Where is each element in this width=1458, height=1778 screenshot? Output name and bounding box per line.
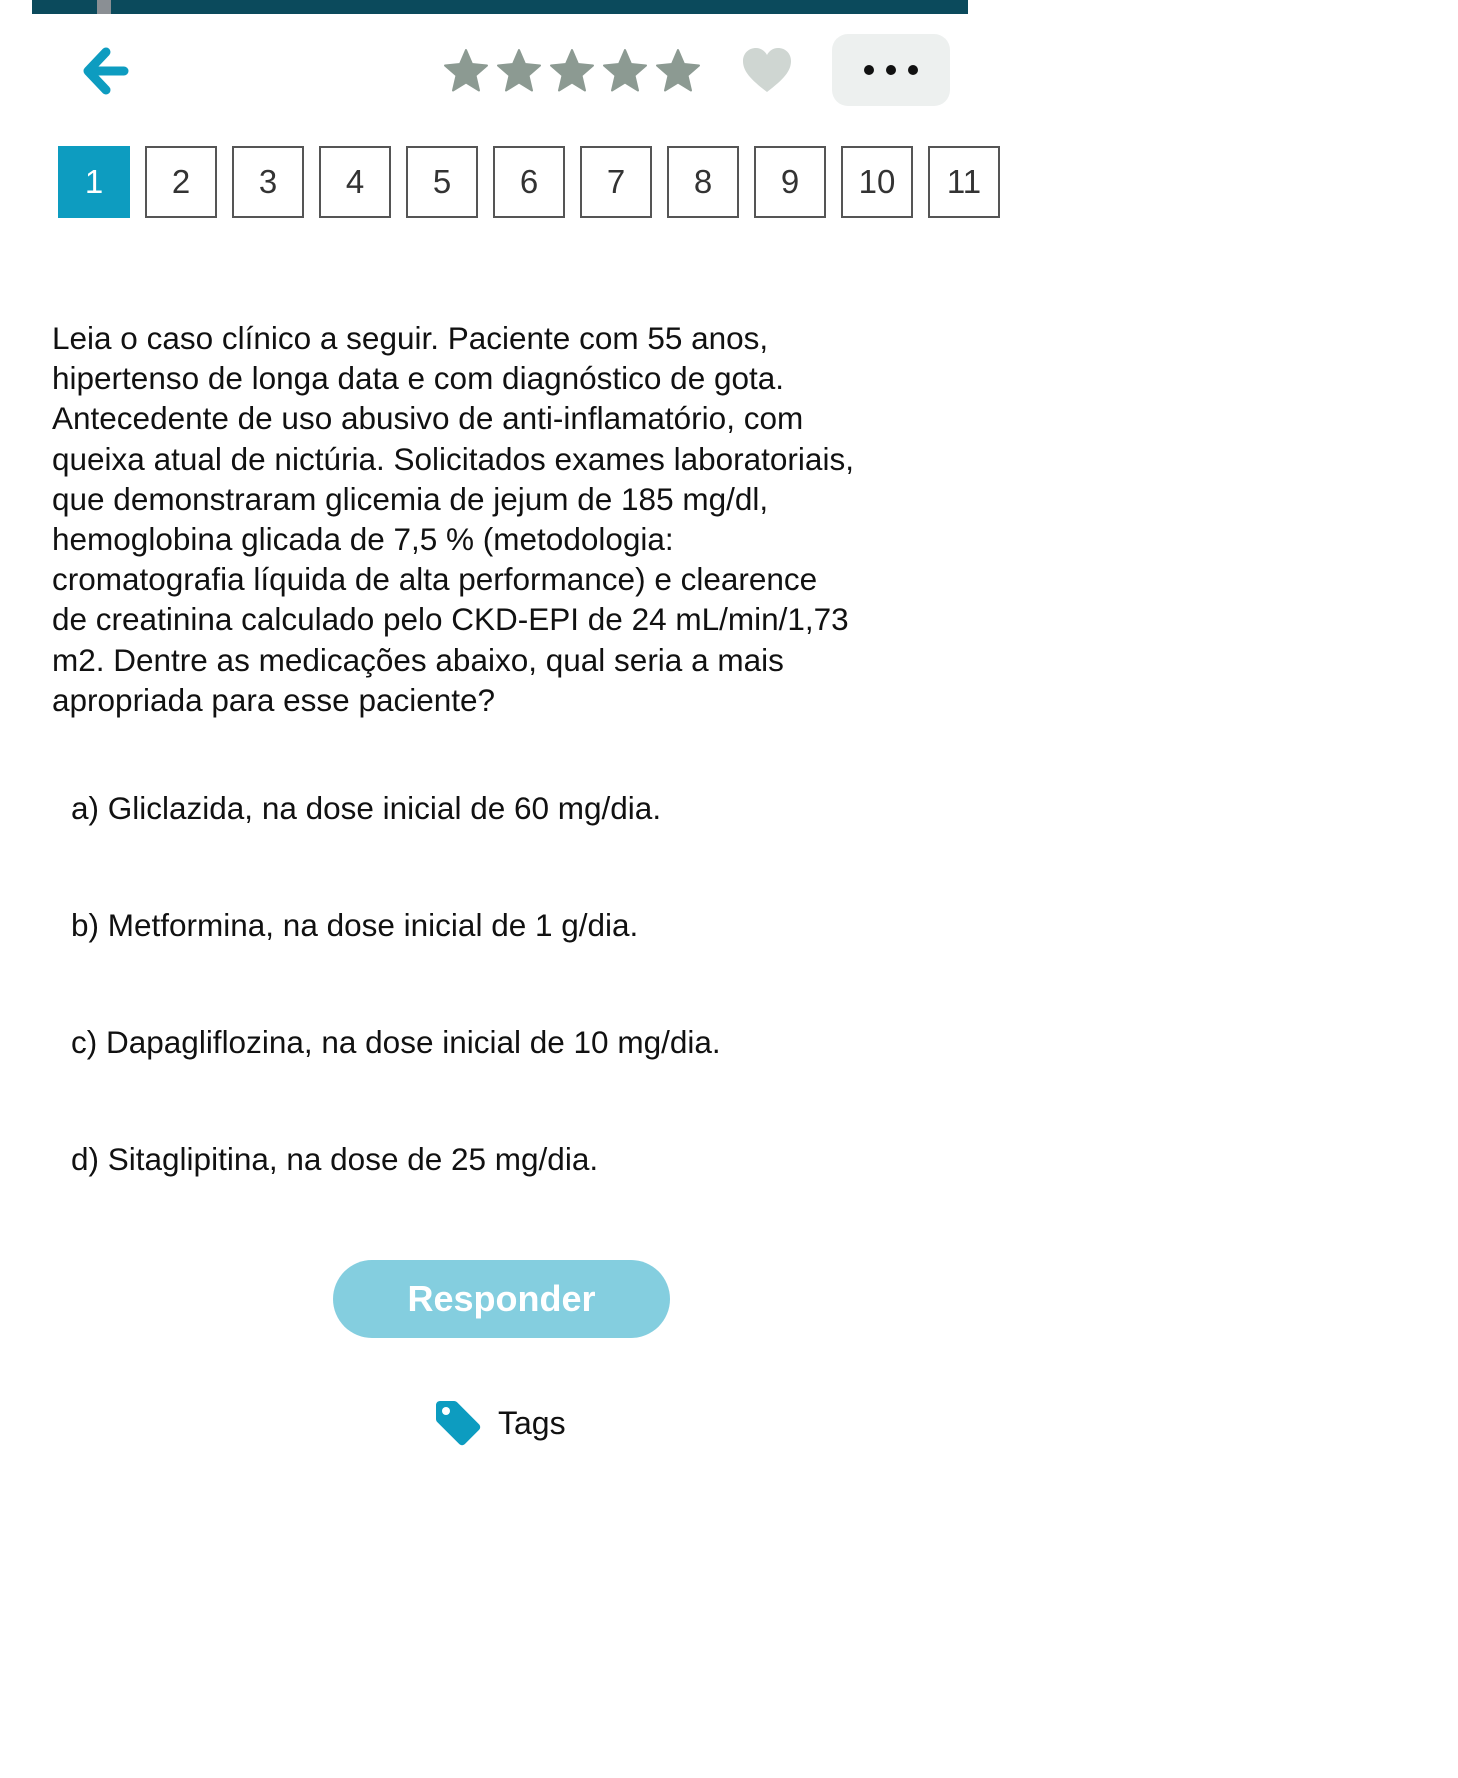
top-progress-indicator (97, 0, 111, 14)
question-line: de creatinina calculado pelo CKD-EPI de 24 mL/min/1,73 (52, 601, 849, 638)
question-line: hemoglobina glicada de 7,5 % (metodologia: (52, 521, 674, 558)
tags-label: Tags (498, 1404, 566, 1441)
page-button-1[interactable]: 1 (58, 146, 130, 218)
top-progress-bar (32, 0, 968, 14)
ellipsis-icon (908, 65, 918, 75)
question-line: hipertenso de longa data e com diagnóstico de gota. (52, 360, 785, 397)
page-button-2[interactable]: 2 (145, 146, 217, 218)
page-button-11[interactable]: 11 (928, 146, 1000, 218)
answer-option-b[interactable]: b) Metformina, na dose inicial de 1 g/dia. (71, 907, 639, 943)
question-line: que demonstraram glicemia de jejum de 185 mg/dl, (52, 480, 769, 517)
pager-track (58, 146, 1458, 218)
page-button-6[interactable]: 6 (493, 146, 565, 218)
toolbar (0, 30, 1000, 110)
question-line: apropriada para esse paciente? (52, 681, 496, 718)
answer-option-d[interactable]: d) Sitaglipitina, na dose de 25 mg/dia. (71, 1141, 599, 1177)
answer-option-c[interactable]: c) Dapagliflozina, na dose inicial de 10 mg/dia. (71, 1024, 721, 1060)
page-button-10[interactable]: 10 (841, 146, 913, 218)
question-line: Antecedente de uso abusivo de anti-inflamatório, com (52, 400, 804, 437)
page-button-7[interactable]: 7 (580, 146, 652, 218)
page-button-5[interactable]: 5 (406, 146, 478, 218)
question-line: cromatografia líquida de alta performance) e clearence (52, 561, 818, 598)
question-text (52, 318, 952, 720)
tags-button[interactable] (432, 1395, 566, 1451)
page-button-9[interactable]: 9 (754, 146, 826, 218)
star-icon[interactable] (654, 47, 702, 95)
more-options-button[interactable] (832, 34, 950, 106)
back-button[interactable] (78, 44, 132, 98)
question-pager (58, 146, 982, 220)
tag-icon (432, 1397, 484, 1449)
page-button-4[interactable]: 4 (319, 146, 391, 218)
arrow-left-icon (78, 44, 132, 98)
page-button-3[interactable]: 3 (232, 146, 304, 218)
heart-icon (738, 42, 796, 100)
question-line: Leia o caso clínico a seguir. Paciente com 55 anos, (52, 320, 769, 356)
favorite-button[interactable] (738, 42, 796, 100)
ellipsis-icon (886, 65, 896, 75)
star-icon[interactable] (495, 47, 543, 95)
question-line: queixa atual de nictúria. Solicitados exames laboratoriais, (52, 440, 854, 477)
star-icon[interactable] (601, 47, 649, 95)
question-line: m2. Dentre as medicações abaixo, qual seria a mais (52, 641, 784, 678)
answer-option-a[interactable]: a) Gliclazida, na dose inicial de 60 mg/dia. (71, 790, 662, 826)
rating-stars[interactable] (442, 44, 702, 98)
page-button-8[interactable]: 8 (667, 146, 739, 218)
submit-answer-button[interactable]: Responder (333, 1260, 670, 1338)
star-icon[interactable] (442, 47, 490, 95)
star-icon[interactable] (548, 47, 596, 95)
ellipsis-icon (864, 65, 874, 75)
